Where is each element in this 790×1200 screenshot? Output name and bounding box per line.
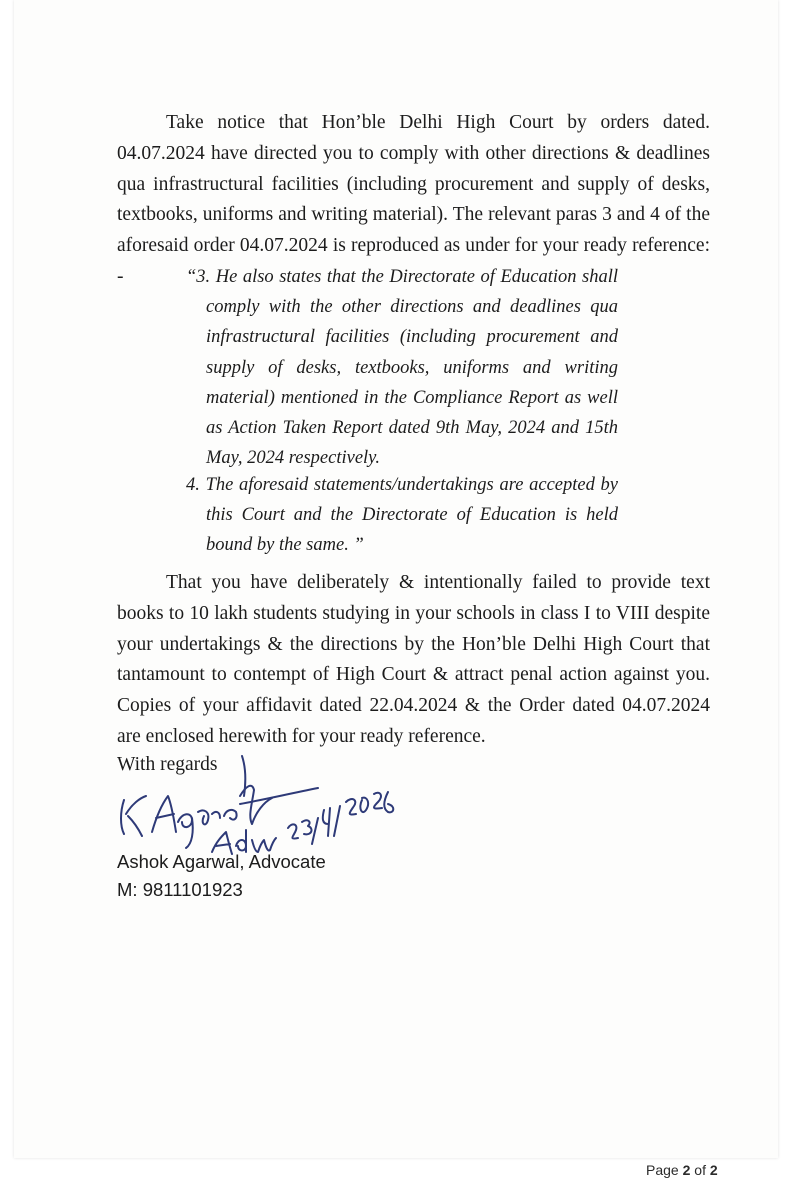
quoted-paragraph-4-body [186, 470, 618, 561]
signatory-phone: M: 9811101923 [117, 879, 243, 900]
signature-stroke-k [121, 796, 146, 836]
signatory-name: Ashok Agarwal, Advocate [117, 851, 326, 872]
page-number [646, 1162, 718, 1178]
handwritten-signature [112, 752, 412, 862]
quoted-paragraph-3-number: “3. [186, 267, 211, 287]
contempt-paragraph-text: That you have deliberately & intentionally failed to provide text books to 10 lakh students studying in your schools in class I to VIII despite your undertakings & the directions by the Hon’ble Delhi High Court that tantamount to contempt of High Court & attract penal action against you. Copies of your affidavit dated 22.04.2024 & the Order dated 04.07.2024 are enclosed herewith for your ready reference. [117, 572, 710, 747]
closing-salutation: With regards [117, 754, 218, 775]
signature-stroke-flourish [240, 756, 318, 804]
notice-paragraph-text: Take notice that Hon’ble Delhi High Court by orders dated. 04.07.2024 have directed you to comply with other directions & deadlines qua infrastructural facilities (including procurement and supply of desks, textbooks, uniforms and writing material). The relevant paras 3 and 4 of the aforesaid order 04.07.2024 is reproduced as under for your ready reference: - [117, 112, 710, 287]
quoted-paragraph-3-body [186, 262, 618, 473]
page-total: 2 [709, 1162, 718, 1178]
page-label: Page [646, 1162, 679, 1178]
quoted-paragraph-4 [186, 470, 618, 561]
quoted-paragraph-4-text: The aforesaid statements/undertakings are accepted by this Court and the Directorate of Education is held bound by the same. ” [205, 475, 619, 556]
page-current: 2 [682, 1162, 691, 1178]
quoted-paragraph-3-text: He also states that the Directorate of Education shall comply with the other directions and deadlines qua infrastructural facilities (including procurement and supply of desks, textbooks, uniforms and writing material) mentioned in the Compliance Report as well as Action Taken Report dated 9th May, 2024 and 15th May, 2024 respectively. [206, 267, 619, 469]
contempt-paragraph [117, 568, 710, 753]
signature-stroke-a [152, 796, 176, 832]
quoted-paragraph-3 [186, 262, 618, 473]
signature-stroke-date [288, 792, 393, 844]
quoted-paragraph-4-number: 4. [186, 475, 200, 495]
page-of: of [694, 1162, 706, 1178]
signature-stroke-garwal [178, 786, 272, 848]
